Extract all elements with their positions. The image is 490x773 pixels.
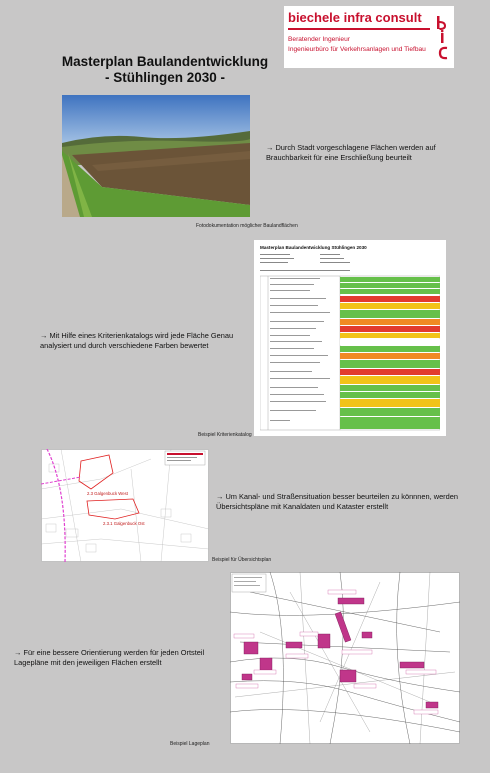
criteria-catalog-document [254,240,446,436]
logo-name: biechele infra consult [288,10,422,25]
catalog-caption: Beispiel Kriterienkatalog [198,432,252,438]
title-line-1: Masterplan Baulandentwicklung [61,54,269,69]
overview-plan [41,449,209,562]
section2-text: → Mit Hilfe eines Kriterienkatalogs wird jede Fläche Genau analysiert und durch verschiedene Farben bewertet [40,331,234,350]
photo-caption: Fotodokumentation möglicher Baulandflächen [196,223,298,229]
overview-plan-drawing [41,449,209,562]
catalog-title: Masterplan Baulandentwicklung Stühlingen 2030 [260,245,367,250]
logo-line-1: Beratender Ingenieur [288,36,350,43]
site-plan-caption: Beispiel Lageplan [170,741,210,747]
area-label-east: 2.3.1 Galgenbuck Ost [103,521,145,526]
page-title [40,54,290,86]
field-photo [62,95,250,217]
site-plan-drawing [230,572,460,744]
section1-text: → Durch Stadt vorgeschlagene Flächen werden auf Brauchbarkeit für eine Erschließung beurteilt [266,143,436,162]
logo-mark-icon [436,14,450,62]
company-logo [284,6,454,68]
title-line-2: - Stühlingen 2030 - [104,70,226,85]
section3-text: → Um Kanal- und Straßensituation besser beurteilen zu könnnen, werden Übersichtspläne mit Kanaldaten und Kataster erstellt [216,492,458,511]
logo-line-2: Ingenieurbüro für Verkehrsanlagen und Tiefbau [288,46,426,53]
site-plan [230,572,460,744]
catalog-table [260,252,440,432]
overview-caption: Beispiel für Übersichtsplan [212,557,272,563]
area-label-west: 2.3 Galgenbuck West [87,491,129,496]
section4-text: → Für eine bessere Orientierung werden für jeden Ortsteil Lagepläne mit den jeweiligen Flächen erstellt [14,648,205,667]
logo-divider [288,28,430,30]
